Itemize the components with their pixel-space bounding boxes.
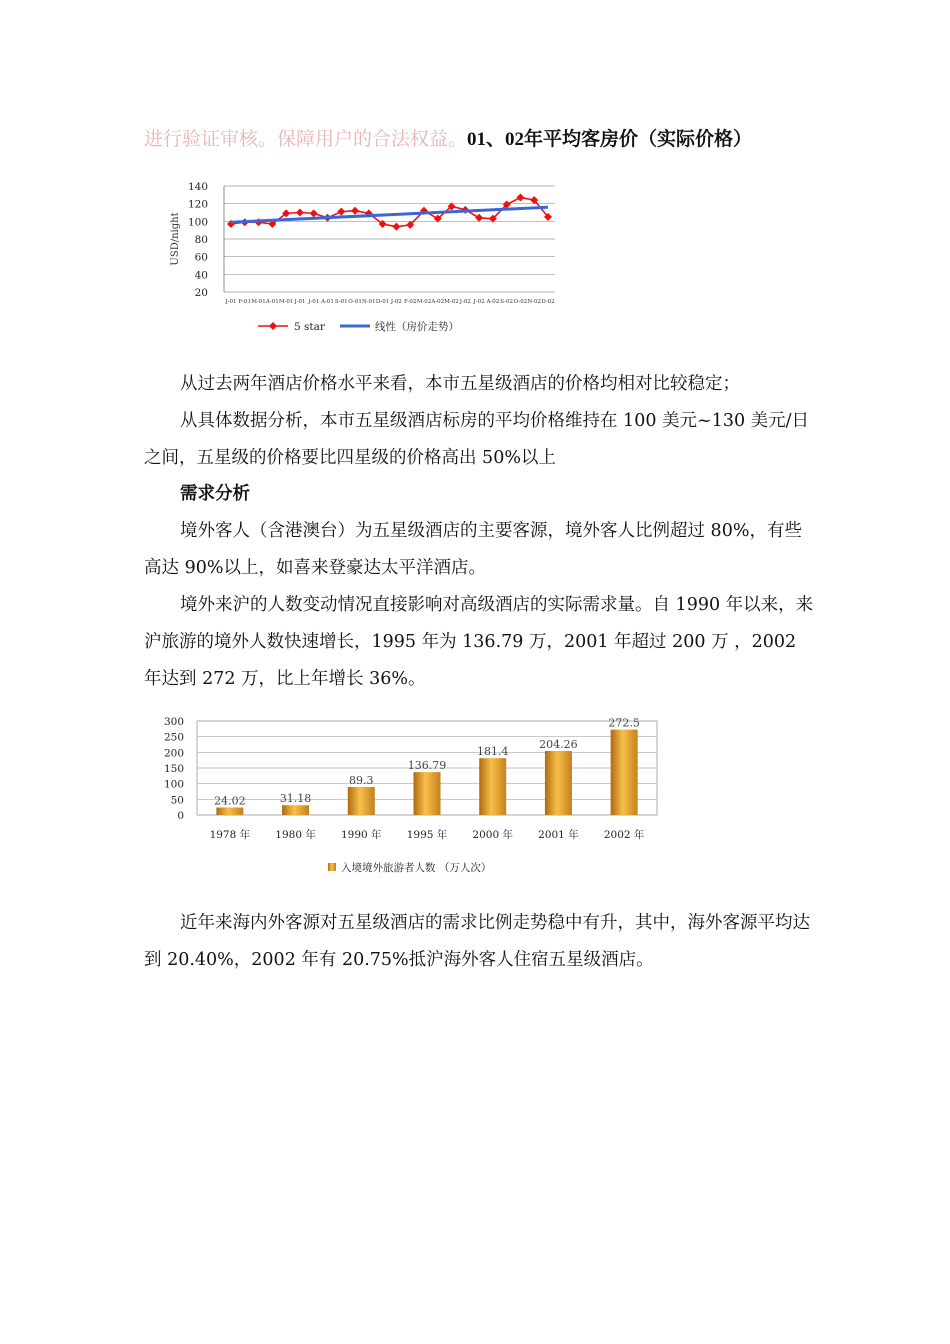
x-tick-label: 1995 年 (406, 829, 448, 841)
x-tick-label: J-01 (308, 299, 320, 305)
x-tick-label: F-02 (403, 299, 417, 305)
data-point-marker (310, 209, 318, 217)
legend-label: 入境境外旅游者人数 （万人次） (341, 862, 492, 874)
y-tick-label: 0 (177, 810, 184, 822)
x-tick-label: 2001 年 (538, 829, 579, 841)
bar (479, 758, 506, 815)
x-tick-label: 2002 年 (603, 829, 645, 841)
x-tick-label: J-02 (473, 299, 485, 305)
section-title-line (144, 124, 844, 151)
data-point-marker (296, 209, 304, 217)
faded-text: 进行验证审核。保障用户的合法权益。 (144, 128, 468, 150)
bar-value-label: 24.02 (214, 794, 246, 808)
paragraph-text: 从具体数据分析，本市五星级酒店标房的平均价格维持在 100 美元~130 美元/日之间，五星级的价格要比四星级的价格高出 50%以上 (144, 411, 810, 468)
x-tick-label: M-02 (416, 299, 432, 305)
heading-text: 需求分析 (180, 484, 250, 504)
y-tick-label: 50 (170, 794, 184, 807)
y-tick-label: 250 (163, 731, 184, 744)
y-tick-label: 80 (194, 234, 208, 246)
y-tick-label: 300 (163, 716, 184, 728)
room-price-line-chart (160, 172, 570, 344)
bar (282, 805, 309, 815)
bar-value-label: 136.79 (407, 759, 447, 773)
bar-value-label: 272.5 (608, 716, 640, 730)
paragraph-text: 从过去两年酒店价格水平来看，本市五星级酒店的价格均相对比较稳定； (180, 374, 740, 394)
x-tick-label: N-01 (361, 299, 376, 305)
y-tick-label: 120 (187, 198, 208, 211)
legend-swatch (328, 863, 336, 871)
x-tick-label: A-02 (486, 299, 500, 305)
y-tick-label: 20 (194, 287, 208, 299)
chart-title: 01、02年平均客房价（实际价格） (467, 129, 753, 150)
y-tick-label: 100 (187, 216, 208, 229)
x-tick-label: J-02 (390, 299, 402, 305)
inbound-visitors-bar-chart (160, 712, 680, 890)
x-tick-label: J-01 (294, 299, 306, 305)
x-tick-label: D-02 (541, 299, 555, 305)
paragraph-text: 境外客人（含港澳台）为五星级酒店的主要客源，境外客人比例超过 80%，有些高达 90%以上，如喜来登豪达太平洋酒店。 (144, 521, 802, 578)
y-tick-label: 60 (194, 251, 208, 264)
bar-value-label: 181.4 (476, 745, 509, 759)
paragraph-price-range (144, 403, 814, 477)
x-tick-label: 1978 年 (209, 829, 251, 841)
series-line-5-star (231, 197, 548, 226)
legend-marker-5-star (269, 322, 277, 330)
bar (216, 807, 243, 815)
data-point-marker (337, 208, 345, 216)
bar (414, 772, 441, 815)
x-tick-label: O-01 (348, 299, 362, 305)
data-point-marker (351, 207, 359, 215)
x-tick-label: 2000 年 (472, 829, 513, 841)
heading-demand-analysis (144, 476, 814, 513)
paragraph-price-stability (144, 366, 814, 403)
paragraph-visitor-growth (144, 587, 814, 698)
x-tick-label: 1980 年 (275, 829, 316, 841)
y-tick-label: 40 (194, 269, 208, 282)
x-tick-label: O-02 (513, 299, 528, 305)
data-point-marker (475, 214, 483, 222)
legend-label-5-star: 5 star (294, 321, 325, 333)
bar-value-label: 89.3 (349, 774, 374, 788)
data-point-marker (392, 223, 400, 231)
x-tick-label: A-01 (265, 299, 279, 305)
paragraph-demand-ratio (144, 905, 814, 979)
x-tick-label: M-02 (444, 299, 459, 305)
x-tick-label: D-01 (375, 299, 390, 305)
legend-label-trend: 线性（房价走势） (375, 321, 459, 333)
bar-value-label: 204.26 (539, 737, 578, 751)
paragraph-text: 境外来沪的人数变动情况直接影响对高级酒店的实际需求量。自 1990 年以来，来沪旅游的境外人数快速增长，1995 年为 136.79 万，2001 年超过 200 万 ，2002 年达到 272 万，比上年增长 36%。 (144, 595, 814, 689)
x-tick-label: J-01 (225, 299, 237, 305)
x-tick-label: F-01 (238, 299, 252, 305)
trend-line (231, 207, 548, 222)
paragraph-foreign-guests (144, 513, 814, 587)
bar (611, 730, 638, 815)
x-tick-label: M-01 (278, 299, 294, 305)
y-tick-label: 200 (163, 747, 184, 760)
bar (545, 751, 572, 815)
x-tick-label: A-02 (431, 299, 445, 305)
x-tick-label: 1990 年 (341, 829, 382, 841)
y-axis-label: USD/night (170, 212, 181, 266)
x-tick-label: N-02 (527, 299, 542, 305)
x-tick-label: A-01 (321, 299, 334, 305)
y-tick-label: 140 (187, 181, 208, 193)
y-tick-label: 150 (163, 763, 184, 775)
paragraph-text: 近年来海内外客源对五星级酒店的需求比例走势稳中有升，其中，海外客源平均达到 20.40%，2002 年有 20.75%抵沪海外客人住宿五星级酒店。 (144, 913, 810, 970)
x-tick-label: S-02 (500, 299, 514, 305)
y-tick-label: 100 (163, 778, 184, 791)
data-point-marker (516, 193, 524, 201)
x-tick-label: J-02 (459, 299, 471, 305)
bar (348, 787, 375, 815)
x-tick-label: M-01 (251, 299, 266, 305)
x-tick-label: S-01 (334, 299, 348, 305)
bar-value-label: 31.18 (279, 792, 312, 806)
